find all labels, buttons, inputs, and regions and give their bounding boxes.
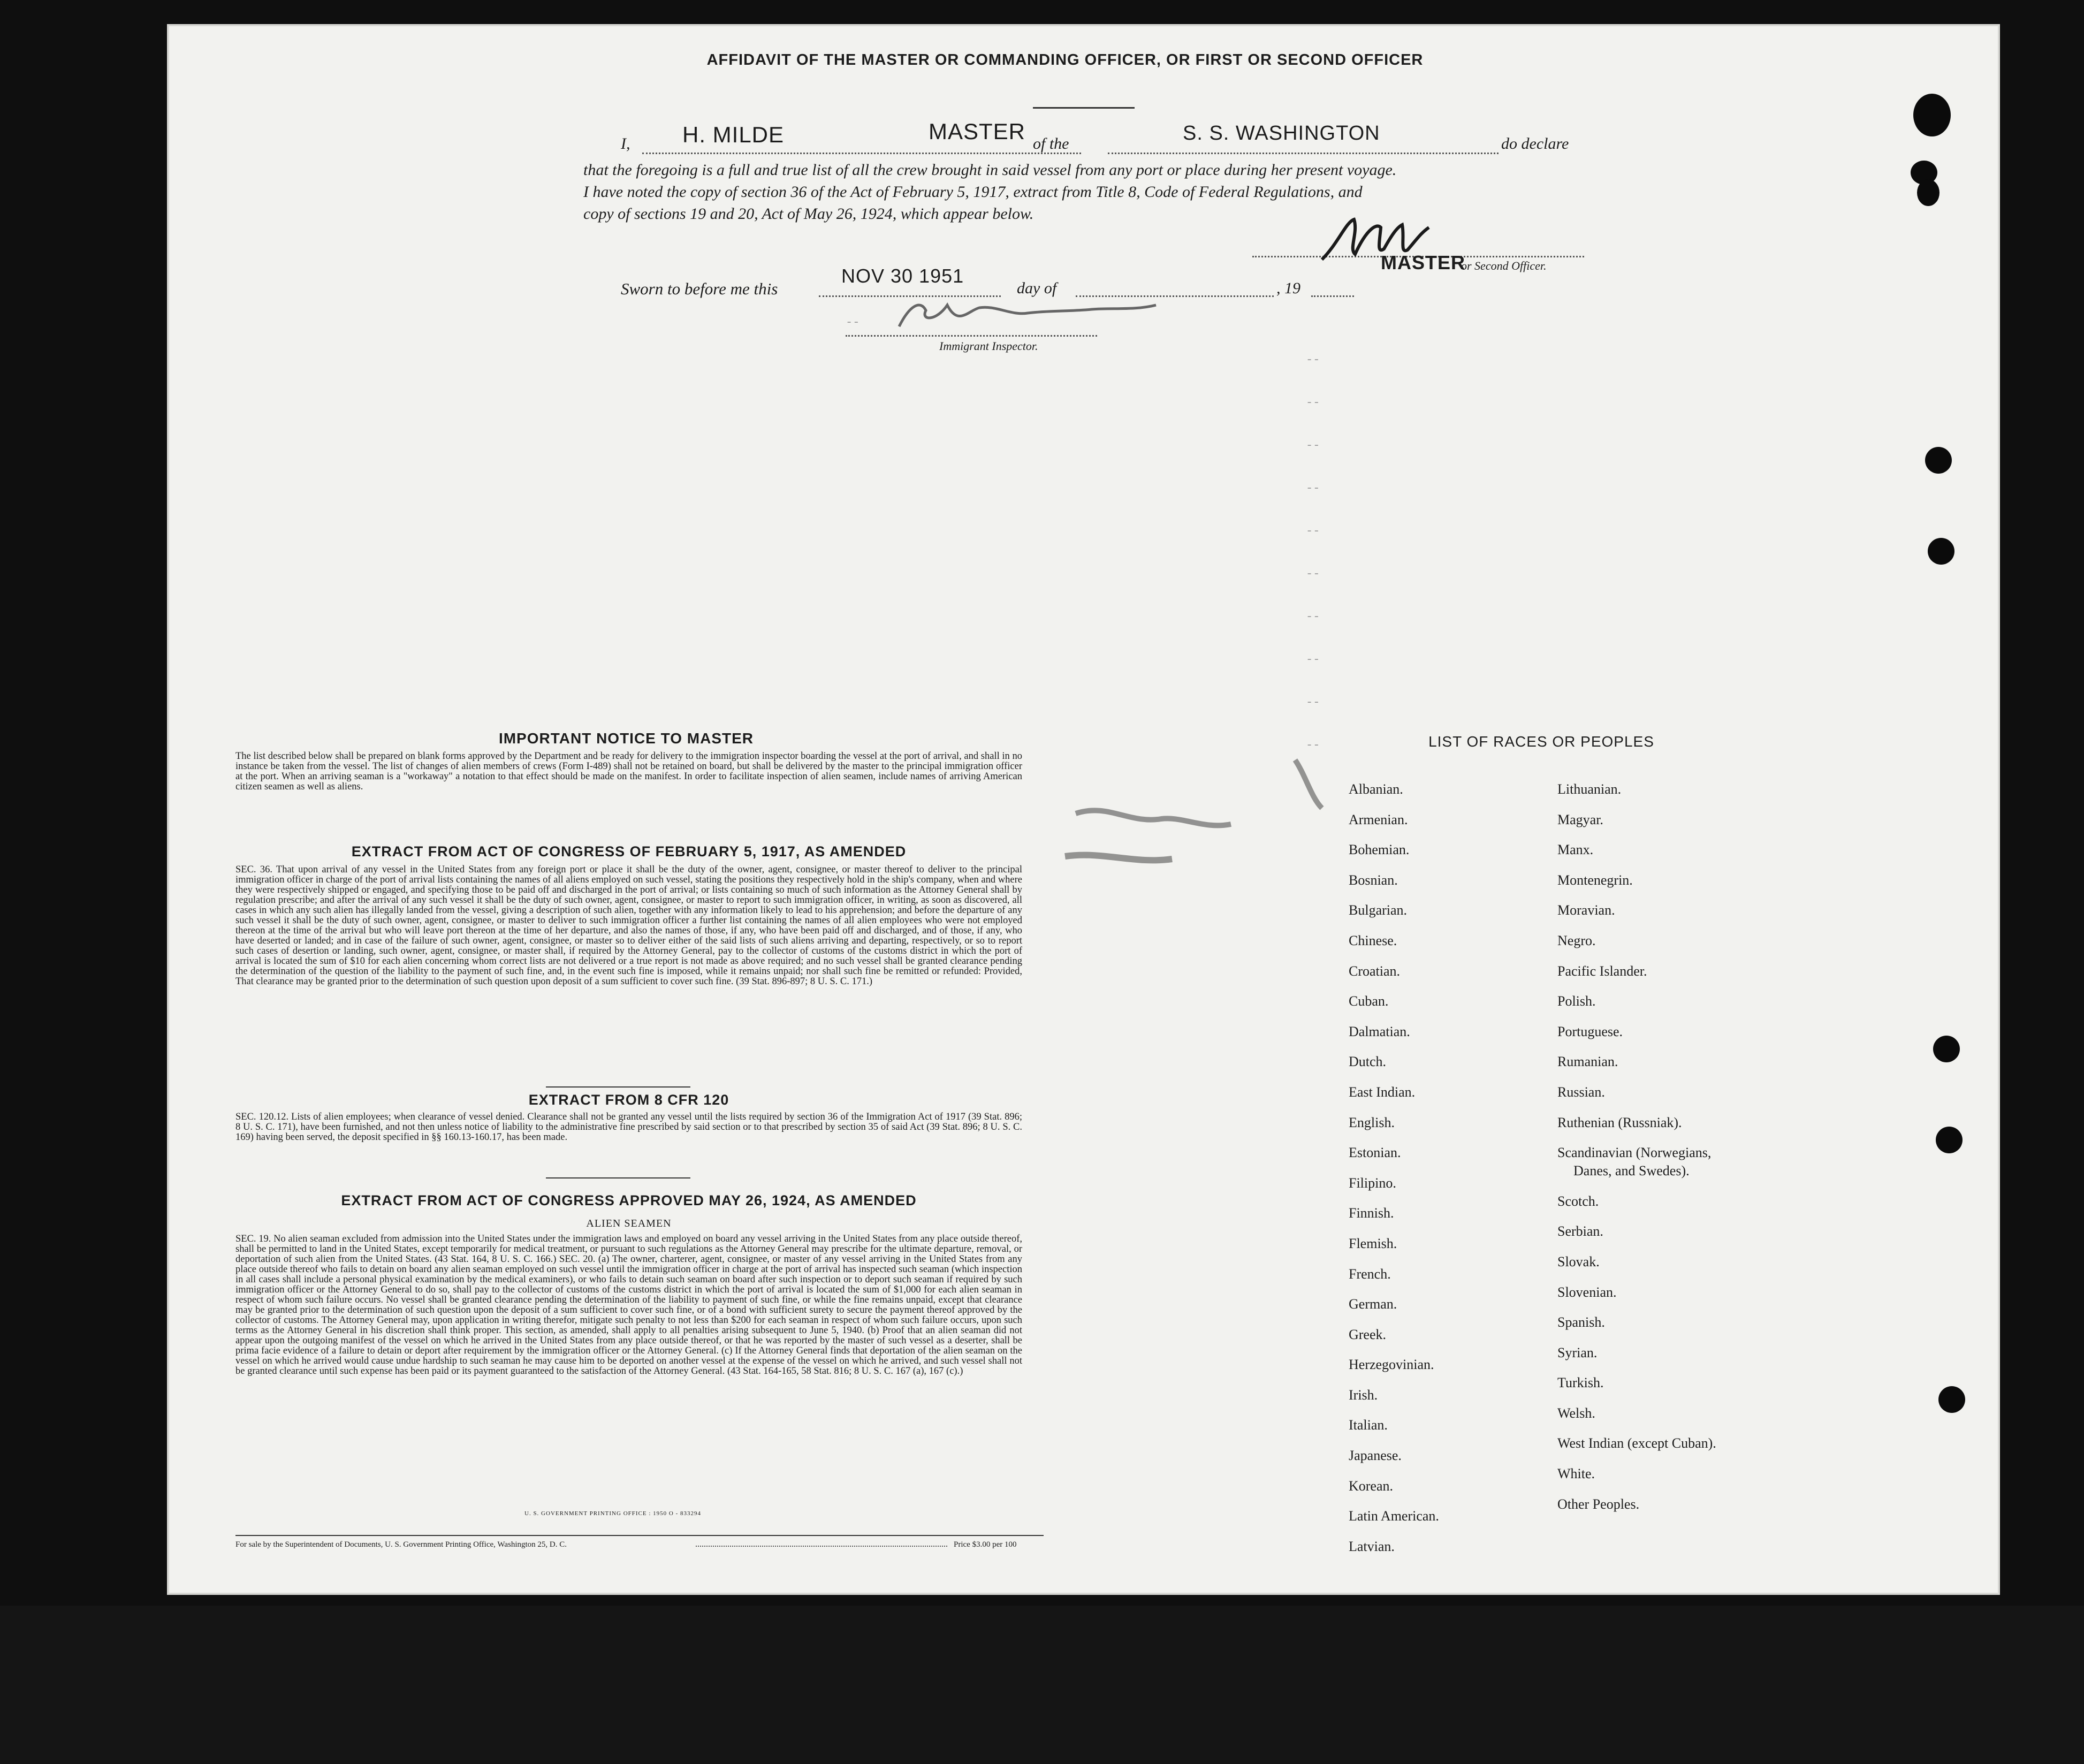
vessel-line bbox=[1108, 153, 1499, 154]
inspector-line bbox=[846, 335, 1097, 337]
race-item: Turkish. bbox=[1557, 1375, 1604, 1391]
extract-cfr-title: EXTRACT FROM 8 CFR 120 bbox=[528, 1092, 729, 1108]
race-item: Scandinavian (Norwegians, bbox=[1557, 1145, 1712, 1161]
inspector-caption: Immigrant Inspector. bbox=[939, 339, 1038, 353]
footer-leader bbox=[696, 1546, 947, 1547]
punch-hole bbox=[1917, 179, 1940, 206]
race-item: Greek. bbox=[1349, 1326, 1387, 1342]
race-item: East Indian. bbox=[1349, 1084, 1416, 1100]
race-item: Syrian. bbox=[1557, 1344, 1598, 1360]
i-label: I, bbox=[621, 135, 630, 153]
race-item: Croatian. bbox=[1349, 963, 1401, 979]
punch-hole bbox=[1933, 1036, 1960, 1062]
race-item: Albanian. bbox=[1349, 781, 1403, 797]
bleed-through-mark: -- bbox=[1306, 439, 1320, 452]
bleed-through-mark: -- bbox=[1306, 653, 1320, 666]
race-item: Polish. bbox=[1557, 993, 1596, 1009]
inspector-signature bbox=[888, 289, 1167, 337]
bleed-through-mark: -- bbox=[1306, 610, 1320, 624]
extract-1924-title: EXTRACT FROM ACT OF CONGRESS APPROVED MAY 26, 1924, AS AMENDED bbox=[341, 1192, 917, 1208]
races-right-column bbox=[1557, 781, 1716, 1526]
race-item: Dutch. bbox=[1349, 1054, 1387, 1070]
race-item: White. bbox=[1557, 1466, 1595, 1482]
race-item: German. bbox=[1349, 1296, 1397, 1312]
race-item: French. bbox=[1349, 1266, 1391, 1282]
extract-1917-body: SEC. 36. That upon arrival of any vessel in the United States from any foreign port or place it shall be the duty of the owner, agent, consignee, or master thereof to deliver to the principal immigration officer in charge of the port of arrival lists containing the names of all aliens employed on such vessel, stating the positions they respectively hold in the ship's company, when and where they were respectively shipped or engaged, and specifying those to be paid off and discharged in the port of arrival; or lists containing so much of such information as the Attorney General shall by regulation prescribe; and after the arrival of any such vessel it shall be the duty of such owner, agent, consignee, or master to report to such immigration officer, in writing, as soon as discovered, all cases in which any such alien has illegally landed from the vessel, giving a description of such alien, together with any information likely to lead to his apprehension; and before the departure of any such vessel it shall be the duty of such owner, agent, consignee, or master to deliver to such immigration officer a further list containing the names of all alien employees who were not employed thereon at the time of the arrival but who will leave port thereon at the time of her departure, and also the names of those, if any, who have been paid off and discharged, and of those, if any, who have deserted or landed; and in case of the failure of such owner, agent, consignee, or master so to deliver either of the said lists of such aliens arriving and departing, respectively, or so to report such cases of desertion or landing, such owner, agent, consignee, or master shall, if required by the Attorney General, pay to the collector of customs of the customs district in which the port of arrival is located the sum of $10 for each alien concerning whom correct lists are not delivered or a true report is not made as above required; and no such vessel shall be granted clearance pending the determination of the question of the liability to the payment of such fine, and, in the event such fine is imposed, while it remains unpaid; nor shall such fine be remitted or refunded: Provided, That clearance may be granted prior to the determination of such question upon deposit of a sum sufficient to cover such fine. (39 Stat. 896-897; 8 U. S. C. 171.) bbox=[235, 864, 1022, 987]
race-item: Moravian. bbox=[1557, 902, 1615, 918]
race-item: English. bbox=[1349, 1114, 1395, 1130]
race-item: Spanish. bbox=[1557, 1314, 1605, 1330]
race-item: Dalmatian. bbox=[1349, 1023, 1410, 1039]
race-item: Latvian. bbox=[1349, 1538, 1395, 1554]
bleed-through-mark: -- bbox=[1306, 524, 1320, 538]
race-item: Danes, and Swedes). bbox=[1573, 1163, 1690, 1179]
race-item: West Indian (except Cuban). bbox=[1557, 1435, 1716, 1451]
race-item: Cuban. bbox=[1349, 993, 1389, 1009]
punch-hole bbox=[1925, 447, 1952, 474]
race-item: Magyar. bbox=[1557, 811, 1603, 827]
race-item: Herzegovinian. bbox=[1349, 1357, 1434, 1373]
race-item: Manx. bbox=[1557, 842, 1594, 858]
vessel-name: S. S. WASHINGTON bbox=[1183, 122, 1380, 145]
footer-rule bbox=[235, 1535, 1044, 1536]
declaration-line-3: copy of sections 19 and 20, Act of May 26, 1924, which appear below. bbox=[583, 205, 1034, 223]
race-item: Bulgarian. bbox=[1349, 902, 1408, 918]
punch-hole bbox=[1936, 1127, 1963, 1153]
race-item: Italian. bbox=[1349, 1417, 1388, 1433]
bleed-through-mark: -- bbox=[846, 316, 860, 329]
race-item: Slovenian. bbox=[1557, 1284, 1617, 1300]
race-item: Bosnian. bbox=[1349, 872, 1398, 888]
races-left-column bbox=[1349, 781, 1439, 1569]
race-item: Montenegrin. bbox=[1557, 872, 1633, 888]
race-item: Pacific Islander. bbox=[1557, 963, 1647, 979]
of-the-label: of the bbox=[1033, 135, 1069, 153]
race-item: Flemish. bbox=[1349, 1235, 1397, 1251]
bleed-through-mark: -- bbox=[1306, 482, 1320, 495]
race-item: Russian. bbox=[1557, 1084, 1605, 1100]
name-line bbox=[642, 153, 1081, 154]
affidavit-title: AFFIDAVIT OF THE MASTER OR COMMANDING OFFICER, OR FIRST OR SECOND OFFICER bbox=[706, 51, 1424, 69]
sworn-date: NOV 30 1951 bbox=[841, 265, 964, 287]
bleed-through-mark: -- bbox=[1306, 739, 1320, 752]
race-item: Estonian. bbox=[1349, 1145, 1401, 1161]
for-sale-note: For sale by the Superintendent of Documents, U. S. Government Printing Office, Washington 25, D. C. bbox=[235, 1540, 567, 1549]
declaration-line-1: that the foregoing is a full and true list of all the crew brought in said vessel from any port or place during her present voyage. bbox=[583, 161, 1397, 179]
race-item: Filipino. bbox=[1349, 1175, 1396, 1191]
notice-body: The list described below shall be prepared on blank forms approved by the Department and be ready for delivery to the immigration inspector boarding the vessel at the port of arrival, and shall in no instance be taken from the vessel. The list of changes of alien members of crews (Form I-489) shall not be retained on board, but shall be delivered by the master to the principal immigration officer at the port. When an arriving seaman is a "workaway" a notation to that effect should be made on the manifest. In order to facilitate inspection of alien seamen, include names of arriving American citizen seamen as well as aliens. bbox=[235, 751, 1022, 792]
race-item: Serbian. bbox=[1557, 1223, 1603, 1240]
bleed-through-mark: -- bbox=[1306, 353, 1320, 367]
race-item: Negro. bbox=[1557, 932, 1596, 948]
extract-1917-title: EXTRACT FROM ACT OF CONGRESS OF FEBRUARY 5, 1917, AS AMENDED bbox=[351, 843, 907, 860]
printing-office-line: U. S. GOVERNMENT PRINTING OFFICE : 1950 O - 833294 bbox=[524, 1510, 702, 1517]
price-note: Price $3.00 per 100 bbox=[954, 1540, 1017, 1549]
race-item: Korean. bbox=[1349, 1478, 1394, 1494]
race-item: Other Peoples. bbox=[1557, 1496, 1640, 1512]
microfilm-border bbox=[0, 1606, 2084, 1764]
race-item: Rumanian. bbox=[1557, 1054, 1618, 1070]
races-title: LIST OF RACES OR PEOPLES bbox=[1428, 733, 1654, 750]
ink-smudge bbox=[1044, 749, 1343, 888]
rank-field: MASTER bbox=[929, 119, 1026, 144]
race-item: Slovak. bbox=[1557, 1253, 1600, 1269]
race-item: Chinese. bbox=[1349, 932, 1397, 948]
bleed-through-mark: -- bbox=[1306, 396, 1320, 409]
title-rule bbox=[1033, 107, 1135, 109]
signature-rank: MASTER bbox=[1381, 252, 1465, 273]
extract-cfr-body: SEC. 120.12. Lists of alien employees; when clearance of vessel denied. Clearance shall not be granted any vessel until the lists required by section 36 of the Immigration Act of 1917 (39 Stat. 896; 8 U. S. C. 171), have been furnished, and not then unless notice of liability to the administrative fine prescribed by said section or to that prescribed by section 35 of said Act (39 Stat. 896; 8 U. S. C. 169) having been served, the deposit specified in §§ 160.13-160.17, has been made. bbox=[235, 1112, 1022, 1143]
race-item: Bohemian. bbox=[1349, 842, 1410, 858]
notice-title: IMPORTANT NOTICE TO MASTER bbox=[498, 730, 754, 747]
race-item: Portuguese. bbox=[1557, 1023, 1623, 1039]
do-declare-label: do declare bbox=[1501, 135, 1569, 153]
race-item: Welsh. bbox=[1557, 1405, 1595, 1421]
day-of-label: day of bbox=[1017, 279, 1057, 297]
race-item: Finnish. bbox=[1349, 1205, 1394, 1221]
extract-1924-body: SEC. 19. No alien seaman excluded from admission into the United States under the immigration laws and employed on board any vessel arriving in the United States from any place outside thereof, shall be permitted to land in the United States, except temporarily for medical treatment, or pursuant to such regulations as the Attorney General may prescribe for the ultimate departure, removal, or deportation of such alien from the United States. (43 Stat. 164, 8 U. S. C. 166.) SEC. 20. (a) The owner, charterer, agent, consignee, or master of any vessel arriving in the United States from any place outside thereof who fails to detain on board any alien seaman employed on such vessel until the immigration officer in charge at the port of arrival has inspected such seaman (which inspection in all cases shall include a personal physical examination by the medical examiners), or who fails to detain such seaman on board after such inspection or to deport such seaman if required by such immigration officer or the Attorney General to do so, shall pay to the collector of customs of the customs district in which the port of arrival is located the sum of $1,000 for each alien seaman in respect of whom such failure occurs. No vessel shall be granted clearance pending the determination of the liability to payment of such fine, or while the fine remains unpaid, except that clearance may be granted prior to the determination of such question upon the deposit of a sum sufficient to cover such fine, or of a bond with sufficient surety to secure the payment thereof approved by the collector of customs. The Attorney General may, upon application in writing therefor, mitigate such penalty to not less than $200 for each seaman in respect of whom such failure occurs, upon such terms as the Attorney General in his discretion shall think proper. This section, as amended, shall apply to all penalties arising subsequent to June 5, 1940. (b) Proof that an alien seaman did not appear upon the outgoing manifest of the vessel on which he arrived in the United States from any place outside thereof, or that he was reported by the master of such vessel as a deserter, shall be prima facie evidence of a failure to detain or deport after requirement by the immigration officer or the Attorney General. (c) If the Attorney General finds that deportation of the alien seaman on the vessel on which he arrived would cause undue hardship to such seaman he may cause him to be deported on another vessel at the expense of the vessel on which he arrived, and such vessel shall not be granted clearance until such expense has been paid or its payment guaranteed to the satisfaction of the Attorney General. (43 Stat. 164-165, 58 Stat. 816; 8 U. S. C. 167 (a), 167 (c).) bbox=[235, 1234, 1022, 1377]
race-item: Latin American. bbox=[1349, 1508, 1439, 1524]
year-line bbox=[1311, 295, 1354, 297]
punch-hole bbox=[1938, 1386, 1965, 1413]
race-item: Lithuanian. bbox=[1557, 781, 1622, 797]
master-name: H. MILDE bbox=[682, 122, 785, 147]
race-item: Armenian. bbox=[1349, 811, 1408, 827]
bleed-through-mark: -- bbox=[1306, 567, 1320, 581]
race-item: Scotch. bbox=[1557, 1193, 1599, 1209]
race-item: Irish. bbox=[1349, 1387, 1378, 1403]
year-prefix: , 19 bbox=[1276, 279, 1300, 297]
punch-hole bbox=[1913, 94, 1951, 136]
sworn-label: Sworn to before me this bbox=[621, 279, 778, 298]
section-rule bbox=[546, 1177, 690, 1178]
punch-hole bbox=[1928, 538, 1954, 565]
signature-caption: or Second Officer. bbox=[1461, 259, 1547, 272]
race-item: Japanese. bbox=[1349, 1448, 1402, 1464]
bleed-through-mark: -- bbox=[1306, 696, 1320, 709]
declaration-line-2: I have noted the copy of section 36 of the Act of February 5, 1917, extract from Title 8, Code of Federal Regulations, and bbox=[583, 183, 1363, 201]
race-item: Ruthenian (Russniak). bbox=[1557, 1114, 1682, 1130]
extract-1924-subtitle: ALIEN SEAMEN bbox=[586, 1218, 672, 1229]
section-rule bbox=[546, 1086, 690, 1088]
